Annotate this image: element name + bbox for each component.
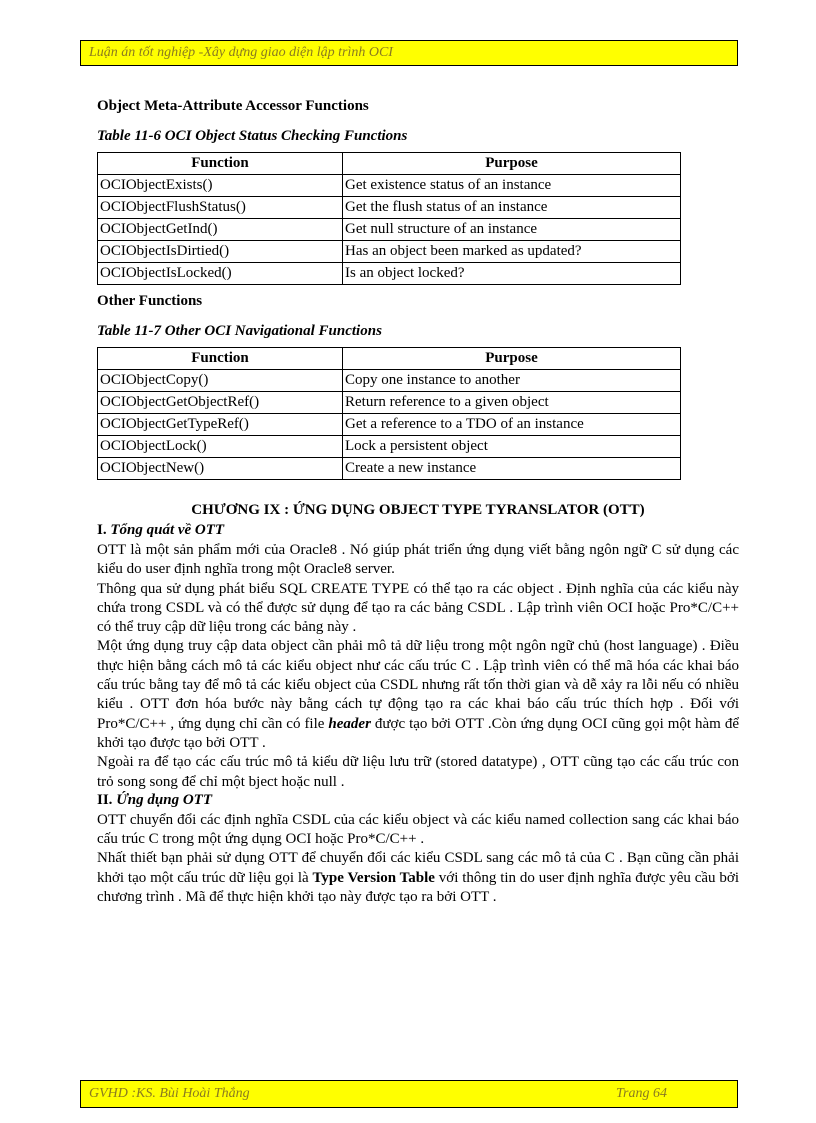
table-row xyxy=(98,392,681,414)
part2-heading xyxy=(97,792,739,811)
cell-function: OCIObjectGetTypeRef() xyxy=(98,414,343,436)
cell-function: OCIObjectExists() xyxy=(98,175,343,197)
part1-paragraph-4: Ngoài ra để tạo các cấu trúc mô tả kiểu dữ liệu lưu trữ (stored datatype) , OTT cũng tạo các cấu trúc con trỏ song song để chỉ một bject hoặc null . xyxy=(97,754,739,790)
cell-function: OCIObjectGetObjectRef() xyxy=(98,392,343,414)
part2-number: II. xyxy=(97,791,113,808)
part2-title: Ứng dụng OTT xyxy=(116,791,212,808)
part2-paragraph-1: OTT chuyển đổi các định nghĩa CSDL của các kiểu object và các kiểu named collection sang các khai báo cấu trúc C trong một ứng dụng OCI hoặc Pro*C/C++ . xyxy=(97,811,739,848)
cell-function: OCIObjectLock() xyxy=(98,436,343,458)
column-header-purpose: Purpose xyxy=(343,153,681,175)
cell-function: OCIObjectFlushStatus() xyxy=(98,197,343,219)
table-row xyxy=(98,219,681,241)
p3-emphasis-header: header xyxy=(328,715,371,732)
table-row xyxy=(98,458,681,480)
cell-purpose: Get existence status of an instance xyxy=(343,175,681,197)
p3-text-after: được tạo bởi OTT .Còn ứng dụng OCI cũng gọi một hàm để khởi tạo được tạo bởi OTT . xyxy=(97,715,739,751)
footer-advisor: GVHD :KS. Bùi Hoài Thắng xyxy=(89,1086,250,1101)
table-row xyxy=(98,197,681,219)
part1-paragraph-3 xyxy=(97,637,739,753)
part2-paragraph-2 xyxy=(97,849,739,907)
header-title: Luận án tốt nghiệp -Xây dựng giao diện lập trình OCI xyxy=(89,45,393,60)
column-header-function: Function xyxy=(98,153,343,175)
table-row xyxy=(98,175,681,197)
cell-function: OCIObjectIsLocked() xyxy=(98,263,343,285)
page-header xyxy=(80,40,738,66)
column-header-purpose: Purpose xyxy=(343,348,681,370)
table-row xyxy=(98,370,681,392)
p3-text-before: Một ứng dụng truy cập data object cần phải mô tả dữ liệu trong một ngôn ngữ chủ (host language) . Điều thực hiện bằng cách mô tả các kiểu object như các cấu trúc C . Lập trình viên có thể mã hóa các khai báo cấu trúc bằng tay để mô tả các kiểu object của CSDL nhưng rất tốn thời gian và dễ xảy ra lỗi nếu có nhiều kiểu . OTT đơn hóa bước này bằng cách tự động tạo ra các khai báo cấu trúc thích hợp . Đối với Pro*C/C++ , ứng dụng chỉ cần có file xyxy=(97,638,739,732)
table-header-row xyxy=(98,153,681,175)
table-row xyxy=(98,414,681,436)
column-header-function: Function xyxy=(98,348,343,370)
part2-p2-after: với thông tin do user định nghĩa được yêu cầu bởi chương trình . Mã để thực hiện khởi tạo này được tạo ra bởi OTT . xyxy=(97,869,739,906)
cell-function: OCIObjectCopy() xyxy=(98,370,343,392)
cell-function: OCIObjectIsDirtied() xyxy=(98,241,343,263)
section-heading-other-functions: Other Functions xyxy=(97,293,203,309)
part1-heading xyxy=(97,522,739,541)
table-title-11-7: Table 11-7 Other OCI Navigational Functions xyxy=(97,323,382,339)
cell-purpose: Get null structure of an instance xyxy=(343,219,681,241)
part2-p2-emphasis: Type Version Table xyxy=(312,869,435,886)
cell-function: OCIObjectNew() xyxy=(98,458,343,480)
footer-page-number: Trang 64 xyxy=(616,1086,667,1101)
part1-number: I. xyxy=(97,522,107,538)
table-title-11-6: Table 11-6 OCI Object Status Checking Functions xyxy=(97,128,408,144)
page-footer xyxy=(80,1080,738,1108)
table-row xyxy=(98,241,681,263)
table-header-row xyxy=(98,348,681,370)
cell-purpose: Has an object been marked as updated? xyxy=(343,241,681,263)
part1-title: Tổng quát về OTT xyxy=(110,522,225,538)
table-11-7 xyxy=(97,347,681,480)
chapter-title: CHƯƠNG IX : ỨNG DỤNG OBJECT TYPE TYRANSLATOR (OTT) xyxy=(191,502,645,518)
table-11-6 xyxy=(97,152,681,285)
table-row xyxy=(98,263,681,285)
part1-paragraph-2: Thông qua sử dụng phát biểu SQL CREATE TYPE có thể tạo ra các object . Định nghĩa của các kiểu này chứa trong CSDL và có thể được sử dụng để tạo ra các bảng CSDL . Lập trình viên OCI hoặc Pro*C/C++ có thể truy cập dữ liệu trong các bảng này . xyxy=(97,580,739,636)
cell-purpose: Get the flush status of an instance xyxy=(343,197,681,219)
cell-purpose: Get a reference to a TDO of an instance xyxy=(343,414,681,436)
cell-purpose: Copy one instance to another xyxy=(343,370,681,392)
cell-purpose: Return reference to a given object xyxy=(343,392,681,414)
page-content xyxy=(97,98,739,907)
part2-p2-before: Nhất thiết bạn phải sử dụng OTT để chuyển đổi các kiểu CSDL sang các mô tả của C . Bạn cũng cần phải khởi tạo một cấu trúc dữ liệu gọi là xyxy=(97,850,739,886)
cell-purpose: Lock a persistent object xyxy=(343,436,681,458)
cell-purpose: Create a new instance xyxy=(343,458,681,480)
cell-purpose: Is an object locked? xyxy=(343,263,681,285)
part1-paragraph-1: OTT là một sản phẩm mới của Oracle8 . Nó giúp phát triển ứng dụng viết bằng ngôn ngữ C sử dụng các kiểu do user định nghĩa trong một Oracle8 server. xyxy=(97,542,739,578)
section-heading-meta-attribute: Object Meta-Attribute Accessor Functions xyxy=(97,98,369,114)
cell-function: OCIObjectGetInd() xyxy=(98,219,343,241)
table-row xyxy=(98,436,681,458)
